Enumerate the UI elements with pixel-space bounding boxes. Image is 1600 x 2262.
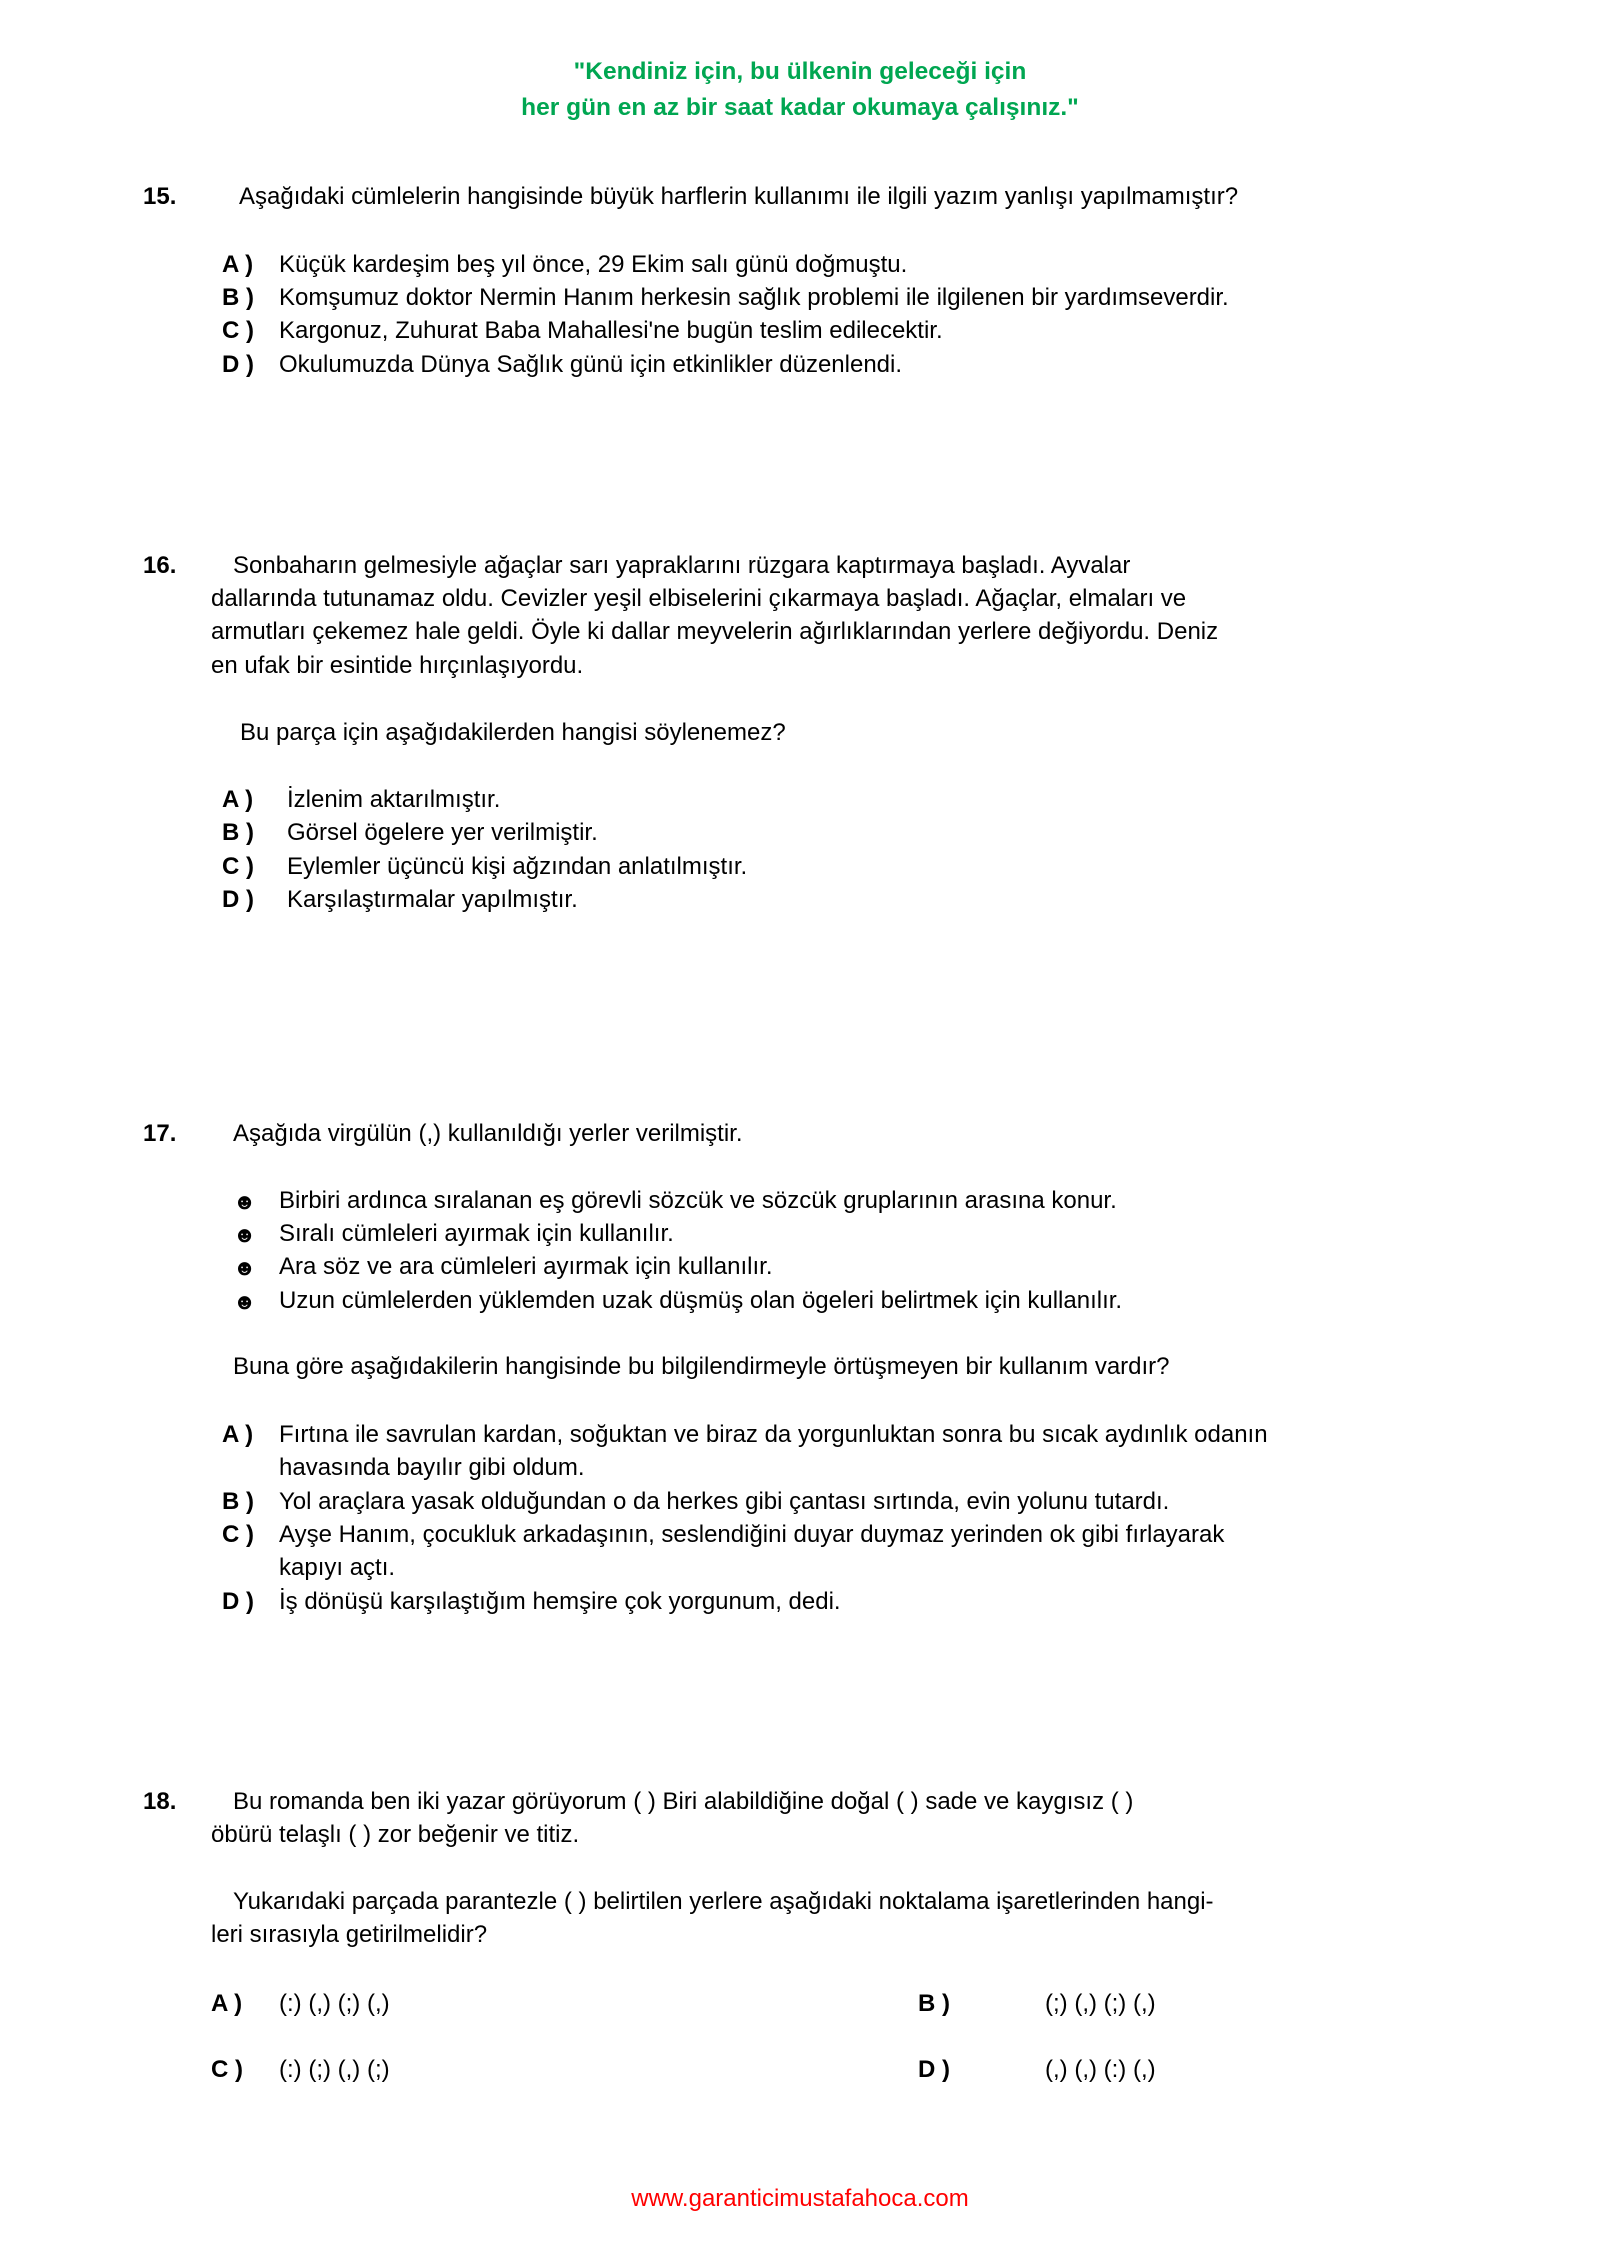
option-a-text-line-1: Fırtına ile savrulan kardan, soğuktan ve biraz da yorgunluktan sonra bu sıcak aydınlık odanın xyxy=(279,1421,1268,1448)
option-a-text-line-2: havasında bayılır gibi oldum. xyxy=(279,1454,585,1481)
option-b-text: Görsel ögelere yer verilmiştir. xyxy=(287,819,598,846)
option-a-text: Küçük kardeşim beş yıl önce, 29 Ekim salı günü doğmuştu. xyxy=(279,251,908,278)
passage-line-2: dallarında tutunamaz oldu. Cevizler yeşil elbiselerini çıkarmaya başladı. Ağaçlar, elmaları ve xyxy=(211,585,1187,612)
option-a-text: (:) (,) (;) (,) xyxy=(279,1990,390,2017)
option-b-letter: B ) xyxy=(222,284,254,311)
option-d-text: (,) (,) (:) (,) xyxy=(1045,2056,1156,2083)
footer-website-link[interactable]: www.garanticimustafahoca.com xyxy=(631,2185,969,2212)
option-d-letter: D ) xyxy=(222,351,254,378)
option-a-text: İzlenim aktarılmıştır. xyxy=(287,786,501,813)
option-b-text: Yol araçlara yasak olduğundan o da herkes gibi çantası sırtında, evin yolunu tutardı. xyxy=(279,1488,1170,1515)
motto-line-2: her gün en az bir saat kadar okumaya çalışınız." xyxy=(521,94,1079,121)
passage-line-1: Bu romanda ben iki yazar görüyorum ( ) Biri alabildiğine doğal ( ) sade ve kaygısız ( ) xyxy=(233,1788,1134,1815)
motto-line-1: "Kendiniz için, bu ülkenin geleceği için xyxy=(573,58,1027,85)
option-c-text-line-1: Ayşe Hanım, çocukluk arkadaşının, seslendiğini duyar duymaz yerinden ok gibi fırlayarak xyxy=(279,1521,1225,1548)
rule-item-2: Sıralı cümleleri ayırmak için kullanılır. xyxy=(279,1220,674,1247)
option-c-text: (:) (;) (,) (;) xyxy=(279,2056,390,2083)
option-a-letter: A ) xyxy=(222,1421,254,1448)
question-number: 16. xyxy=(143,552,177,579)
option-d-text: Karşılaştırmalar yapılmıştır. xyxy=(287,886,578,913)
question-stem-line-1: Yukarıdaki parçada parantezle ( ) belirtilen yerlere aşağıdaki noktalama işaretlerinden hangi- xyxy=(233,1888,1214,1915)
option-b-text: Komşumuz doktor Nermin Hanım herkesin sağlık problemi ile ilgilenen bir yardımseverdir. xyxy=(279,284,1229,311)
option-d-text: Okulumuzda Dünya Sağlık günü için etkinlikler düzenlendi. xyxy=(279,351,903,378)
option-d-letter: D ) xyxy=(918,2056,950,2083)
smiley-bullet-icon: ☻ xyxy=(233,1255,257,1280)
option-a-letter: A ) xyxy=(222,786,254,813)
rule-item-3: Ara söz ve ara cümleleri ayırmak için kullanılır. xyxy=(279,1253,773,1280)
passage-line-2: öbürü telaşlı ( ) zor beğenir ve titiz. xyxy=(211,1821,580,1848)
option-b-letter: B ) xyxy=(918,1990,950,2017)
question-stem: Aşağıdaki cümlelerin hangisinde büyük harflerin kullanımı ile ilgili yazım yanlışı yapılmamıştır? xyxy=(239,183,1239,210)
option-b-letter: B ) xyxy=(222,1488,254,1515)
option-c-letter: C ) xyxy=(211,2056,243,2083)
passage-line-4: en ufak bir esintide hırçınlaşıyordu. xyxy=(211,652,584,679)
question-number: 15. xyxy=(143,183,177,210)
option-d-letter: D ) xyxy=(222,886,254,913)
option-c-letter: C ) xyxy=(222,1521,254,1548)
option-d-text: İş dönüşü karşılaştığım hemşire çok yorgunum, dedi. xyxy=(279,1588,841,1615)
option-b-letter: B ) xyxy=(222,819,254,846)
smiley-bullet-icon: ☻ xyxy=(233,1289,257,1314)
question-stem-line-2: leri sırasıyla getirilmelidir? xyxy=(211,1921,488,1948)
passage-line-3: armutları çekemez hale geldi. Öyle ki dallar meyvelerin ağırlıklarından yerlere değiyordu. Deniz xyxy=(211,618,1219,645)
option-c-text: Eylemler üçüncü kişi ağzından anlatılmıştır. xyxy=(287,853,748,880)
option-c-letter: C ) xyxy=(222,317,254,344)
smiley-bullet-icon: ☻ xyxy=(233,1222,257,1247)
question-intro: Aşağıda virgülün (,) kullanıldığı yerler verilmiştir. xyxy=(233,1120,743,1147)
option-c-text-line-2: kapıyı açtı. xyxy=(279,1554,396,1581)
rule-item-1: Birbiri ardınca sıralanan eş görevli sözcük ve sözcük gruplarının arasına konur. xyxy=(279,1187,1117,1214)
option-c-text: Kargonuz, Zuhurat Baba Mahallesi'ne bugün teslim edilecektir. xyxy=(279,317,943,344)
question-number: 18. xyxy=(143,1788,177,1815)
option-a-letter: A ) xyxy=(222,251,254,278)
option-d-letter: D ) xyxy=(222,1588,254,1615)
passage-line-1: Sonbaharın gelmesiyle ağaçlar sarı yapraklarını rüzgara kaptırmaya başladı. Ayvalar xyxy=(233,552,1131,579)
option-b-text: (;) (,) (;) (,) xyxy=(1045,1990,1156,2017)
question-stem: Buna göre aşağıdakilerin hangisinde bu bilgilendirmeyle örtüşmeyen bir kullanım vardır? xyxy=(233,1353,1170,1380)
question-stem: Bu parça için aşağıdakilerden hangisi söylenemez? xyxy=(240,719,786,746)
option-c-letter: C ) xyxy=(222,853,254,880)
rule-item-4: Uzun cümlelerden yüklemden uzak düşmüş olan ögeleri belirtmek için kullanılır. xyxy=(279,1287,1123,1314)
smiley-bullet-icon: ☻ xyxy=(233,1189,257,1214)
option-a-letter: A ) xyxy=(211,1990,243,2017)
question-number: 17. xyxy=(143,1120,177,1147)
